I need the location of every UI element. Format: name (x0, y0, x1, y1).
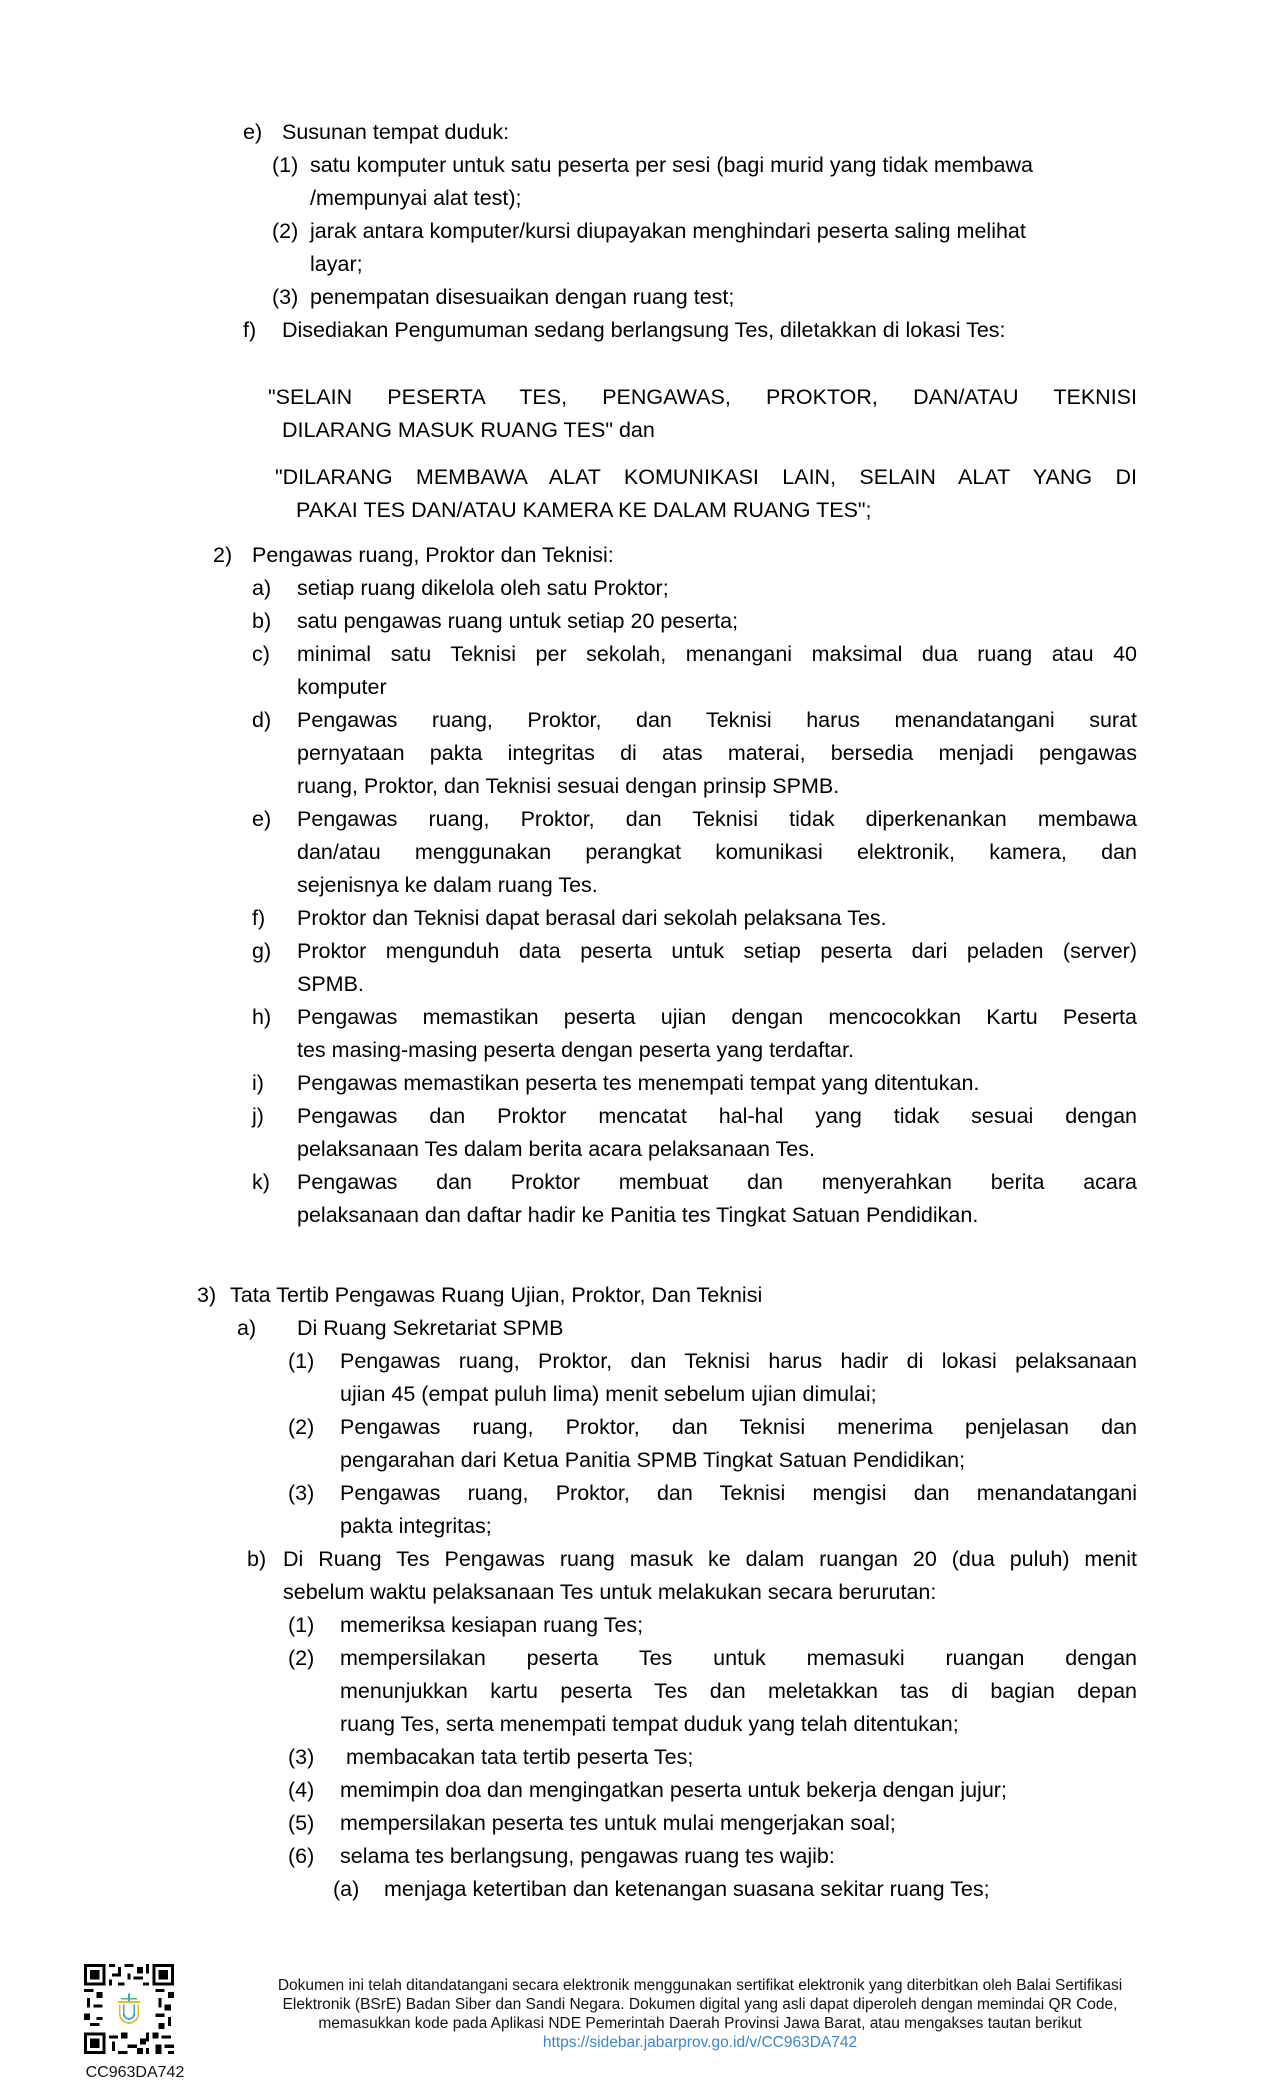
subitem-label: (4) (288, 1778, 315, 1802)
subitem-text: mempersilakan peserta Tes untuk memasuki ruangan dengan (340, 1646, 1137, 1670)
section-title: Pengawas ruang, Proktor dan Teknisi: (252, 543, 614, 567)
item-text: pelaksanaan Tes dalam berita acara pelaksanaan Tes. (297, 1137, 815, 1161)
item-label: d) (252, 708, 272, 732)
item-text: Pengawas ruang, Proktor, dan Teknisi tidak diperkenankan membawa (297, 807, 1137, 831)
subitem-text: memeriksa kesiapan ruang Tes; (340, 1613, 644, 1637)
item-text: Pengawas dan Proktor membuat dan menyerahkan berita acara (297, 1170, 1137, 1194)
item-text: ruang, Proktor, dan Teknisi sesuai dengan prinsip SPMB. (297, 774, 840, 798)
footer-line: Dokumen ini telah ditandatangani secara elektronik menggunakan sertifikat elektronik yang diterbitkan oleh Balai Sertifikasi (277, 1977, 1123, 1994)
item-label: b) (252, 609, 272, 633)
subitem-text: mempersilakan peserta tes untuk mulai mengerjakan soal; (340, 1811, 896, 1835)
subitem-label: (3) (288, 1481, 315, 1505)
item-label: j) (252, 1104, 264, 1128)
subitem-text: /mempunyai alat test); (310, 186, 522, 210)
item-label: a) (252, 576, 272, 600)
section-title: Tata Tertib Pengawas Ruang Ujian, Proktor, Dan Teknisi (230, 1283, 763, 1307)
subitem-label: (6) (288, 1844, 315, 1868)
item-label: f) (243, 318, 257, 342)
item-text: Proktor mengunduh data peserta untuk setiap peserta dari peladen (server) (297, 939, 1137, 963)
subitem-text: Pengawas ruang, Proktor, dan Teknisi harus hadir di lokasi pelaksanaan (340, 1349, 1137, 1373)
qr-code-icon[interactable] (84, 1963, 174, 2055)
item-text: Susunan tempat duduk: (282, 120, 510, 144)
item-label: h) (252, 1005, 272, 1029)
item-text: komputer (297, 675, 387, 699)
subitem-text: selama tes berlangsung, pengawas ruang tes wajib: (340, 1844, 835, 1868)
subitem-text: memimpin doa dan mengingatkan peserta untuk bekerja dengan jujur; (340, 1778, 1007, 1802)
footer-line: Elektronik (BSrE) Badan Siber dan Sandi Negara. Dokumen digital yang asli dapat diperoleh dengan memindai QR Code, (282, 1996, 1118, 2013)
item-text: Pengawas memastikan peserta ujian dengan mencocokkan Kartu Peserta (297, 1005, 1137, 1029)
item-text: Pengawas dan Proktor mencatat hal-hal yang tidak sesuai dengan (297, 1104, 1137, 1128)
item-label: g) (252, 939, 272, 963)
item-text: pelaksanaan dan daftar hadir ke Panitia tes Tingkat Satuan Pendidikan. (297, 1203, 979, 1227)
item-label: b) (247, 1547, 267, 1571)
item-text: minimal satu Teknisi per sekolah, menangani maksimal dua ruang atau 40 (297, 642, 1137, 666)
item-text: Proktor dan Teknisi dapat berasal dari sekolah pelaksana Tes. (297, 906, 887, 930)
subitem-text: menunjukkan kartu peserta Tes dan meletakkan tas di bagian depan (340, 1679, 1137, 1703)
subitem-label: (2) (288, 1646, 315, 1670)
item-text: Pengawas memastikan peserta tes menempati tempat yang ditentukan. (297, 1071, 980, 1095)
subitem-text: penempatan disesuaikan dengan ruang test; (310, 285, 735, 309)
item-label: c) (252, 642, 270, 666)
subitem-label: (1) (288, 1613, 315, 1637)
subitem-label: (2) (272, 219, 299, 243)
item-text: dan/atau menggunakan perangkat komunikasi elektronik, kamera, dan (297, 840, 1137, 864)
subsubitem-text: menjaga ketertiban dan ketenangan suasana sekitar ruang Tes; (384, 1877, 990, 1901)
subitem-label: (1) (288, 1349, 315, 1373)
item-text: SPMB. (297, 972, 364, 996)
subitem-text: satu komputer untuk satu peserta per sesi (bagi murid yang tidak membawa (310, 153, 1034, 177)
subitem-label: (2) (288, 1415, 315, 1439)
item-text: tes masing-masing peserta dengan peserta yang terdaftar. (297, 1038, 854, 1062)
subitem-text: Pengawas ruang, Proktor, dan Teknisi mengisi dan menandatangani (340, 1481, 1137, 1505)
item-label: a) (237, 1316, 257, 1340)
subitem-label: (5) (288, 1811, 315, 1835)
subsubitem-label: (a) (333, 1877, 360, 1901)
item-label: i) (252, 1071, 264, 1095)
item-label: e) (243, 120, 263, 144)
item-text: setiap ruang dikelola oleh satu Proktor; (297, 576, 669, 600)
subitem-text: pengarahan dari Ketua Panitia SPMB Tingkat Satuan Pendidikan; (340, 1448, 966, 1472)
footer-line: memasukkan kode pada Aplikasi NDE Pemerintah Daerah Provinsi Jawa Barat, atau mengakses tautan berikut (318, 2015, 1082, 2032)
notice-text: DILARANG MASUK RUANG TES" dan (282, 418, 655, 442)
verification-link[interactable]: https://sidebar.jabarprov.go.id/v/CC963DA742 (542, 2034, 858, 2051)
subitem-text: ujian 45 (empat puluh lima) menit sebelum ujian dimulai; (340, 1382, 877, 1406)
subitem-text: jarak antara komputer/kursi diupayakan menghindari peserta saling melihat (310, 219, 1026, 243)
item-label: k) (252, 1170, 270, 1194)
item-label: f) (252, 906, 266, 930)
item-text: Disediakan Pengumuman sedang berlangsung Tes, diletakkan di lokasi Tes: (282, 318, 1006, 342)
notice-text: "DILARANG MEMBAWA ALAT KOMUNIKASI LAIN, SELAIN ALAT YANG DI (275, 465, 1137, 489)
notice-text: PAKAI TES DAN/ATAU KAMERA KE DALAM RUANG TES"; (296, 498, 872, 522)
subitem-label: (1) (272, 153, 299, 177)
notice-text: "SELAIN PESERTA TES, PENGAWAS, PROKTOR, DAN/ATAU TEKNISI (268, 385, 1137, 409)
subitem-text: layar; (310, 252, 363, 276)
subitem-text: Pengawas ruang, Proktor, dan Teknisi menerima penjelasan dan (340, 1415, 1137, 1439)
item-text: Di Ruang Sekretariat SPMB (297, 1316, 564, 1340)
item-label: e) (252, 807, 272, 831)
item-text: Di Ruang Tes Pengawas ruang masuk ke dalam ruangan 20 (dua puluh) menit (283, 1547, 1137, 1571)
footer-link-row (225, 2033, 1175, 2052)
subitem-label: (3) (272, 285, 299, 309)
subitem-text: membacakan tata tertib peserta Tes; (340, 1745, 694, 1769)
section-label: 2) (213, 543, 233, 567)
item-text: satu pengawas ruang untuk setiap 20 peserta; (297, 609, 739, 633)
subitem-label: (3) (288, 1745, 315, 1769)
item-text: sebelum waktu pelaksanaan Tes untuk melakukan secara berurutan: (283, 1580, 937, 1604)
document-code: CC963DA742 (85, 2064, 185, 2081)
subitem-text: ruang Tes, serta menempati tempat duduk yang telah ditentukan; (340, 1712, 959, 1736)
section-label: 3) (197, 1283, 217, 1307)
item-text: pernyataan pakta integritas di atas materai, bersedia menjadi pengawas (297, 741, 1137, 765)
item-text: Pengawas ruang, Proktor, dan Teknisi harus menandatangani surat (297, 708, 1137, 732)
subitem-text: pakta integritas; (340, 1514, 492, 1538)
item-text: sejenisnya ke dalam ruang Tes. (297, 873, 598, 897)
